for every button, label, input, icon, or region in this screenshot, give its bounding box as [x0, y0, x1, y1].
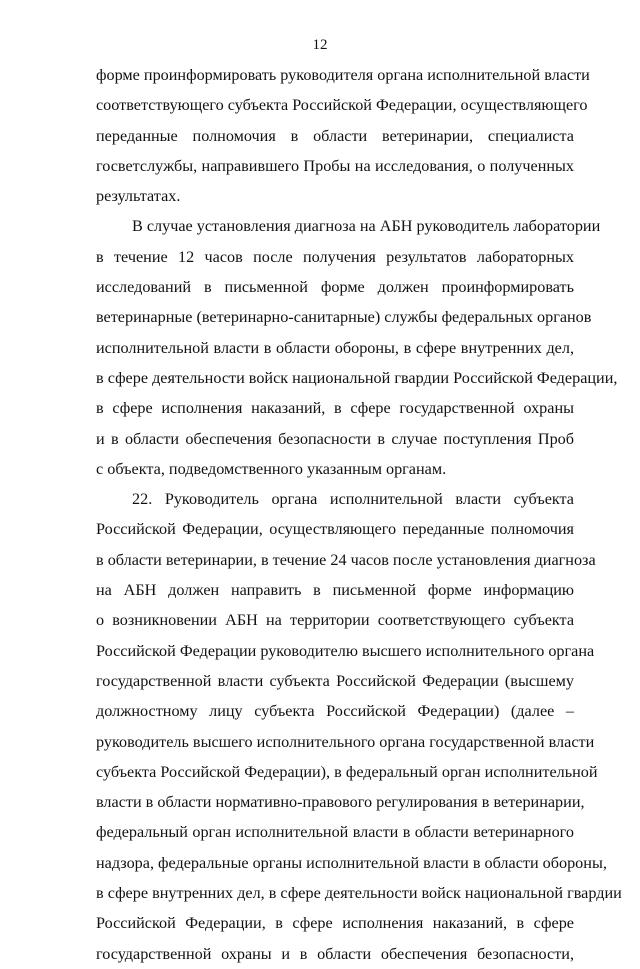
- paragraph-clause-22: [96, 484, 622, 969]
- text-line: исследований в письменной форме должен проинформировать: [96, 278, 574, 297]
- text-line: в течение 12 часов после получения результатов лабораторных: [96, 247, 574, 266]
- text-line: переданные полномочия в области ветеринарии, специалиста: [96, 126, 574, 145]
- text-line: федеральный орган исполнительной власти в области ветеринарного: [96, 823, 574, 842]
- text-line: государственной власти субъекта Российской Федерации (высшему: [96, 671, 574, 690]
- text-line: Российской Федерации руководителю высшего исполнительного органа: [96, 641, 595, 660]
- text-line: В случае установления диагноза на АБН руководитель лаборатории: [132, 217, 601, 236]
- text-line: на АБН должен направить в письменной форме информацию: [96, 581, 574, 600]
- text-line: руководитель высшего исполнительного органа государственной власти: [96, 732, 595, 751]
- text-line: соответствующего субъекта Российской Федерации, осуществляющего: [96, 96, 588, 115]
- document-body: [96, 60, 622, 969]
- text-line: с объекта, подведомственного указанным органам.: [96, 459, 447, 478]
- text-line: Российской Федерации, в сфере исполнения наказаний, в сфере: [96, 914, 574, 933]
- text-line: государственной охраны и в области обеспечения безопасности,: [96, 944, 574, 963]
- text-line: надзора, федеральные органы исполнительной власти в области обороны,: [96, 853, 607, 872]
- text-line: форме проинформировать руководителя органа исполнительной власти: [96, 66, 590, 84]
- text-line: в области ветеринарии, в течение 24 часов после установления диагноза: [96, 550, 596, 569]
- text-line: в сфере исполнения наказаний, в сфере государственной охраны: [96, 399, 574, 418]
- paragraph-continuation: [96, 60, 590, 211]
- text-line: и в области обеспечения безопасности в случае поступления Проб: [96, 429, 574, 448]
- text-line: должностному лицу субъекта Российской Федерации) (далее –: [96, 702, 574, 721]
- page-number: 12: [312, 37, 328, 53]
- text-line: в сфере внутренних дел, в сфере деятельности войск национальной гвардии: [96, 884, 622, 903]
- text-line: субъекта Российской Федерации), в федеральный орган исполнительной: [96, 762, 598, 781]
- paragraph-abn-diagnosis: [96, 211, 618, 484]
- text-line: власти в области нормативно-правового регулирования в ветеринарии,: [96, 793, 585, 812]
- text-line: результатах.: [96, 187, 181, 206]
- text-line: в сфере деятельности войск национальной гвардии Российской Федерации,: [96, 368, 618, 387]
- text-line: исполнительной власти в области обороны, в сфере внутренних дел,: [96, 338, 574, 357]
- text-line: 22. Руководитель органа исполнительной власти субъекта: [132, 490, 574, 509]
- text-line: Российской Федерации, осуществляющего переданные полномочия: [96, 520, 574, 539]
- text-line: о возникновении АБН на территории соответствующего субъекта: [96, 611, 574, 630]
- text-line: ветеринарные (ветеринарно-санитарные) службы федеральных органов: [96, 308, 592, 327]
- text-line: госветслужбы, направившего Пробы на исследования, о полученных: [96, 156, 574, 175]
